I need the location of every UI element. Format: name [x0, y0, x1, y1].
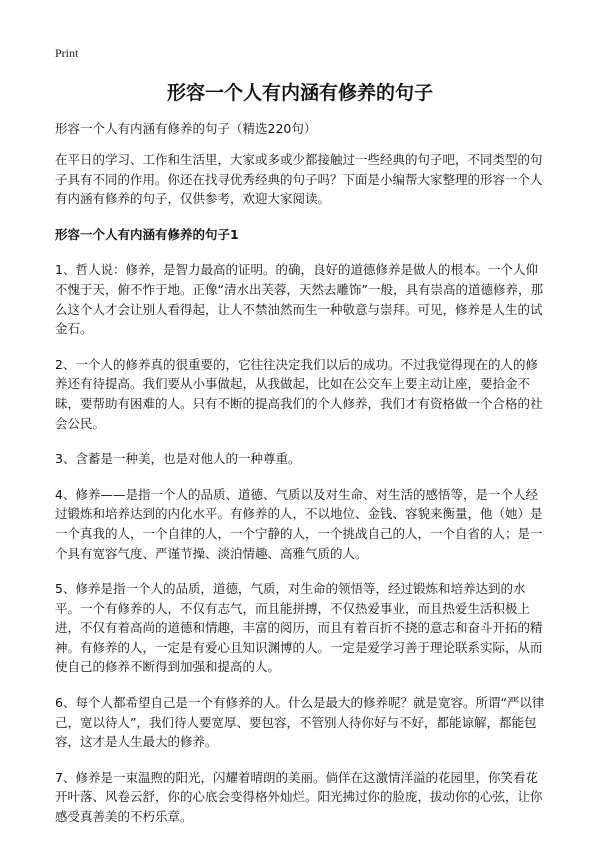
- subtitle: 形容一个人有内涵有修养的句子（精选220句）: [55, 121, 317, 136]
- section-heading: 形容一个人有内涵有修养的句子1: [55, 226, 239, 242]
- paragraph-4: 4、修养——是指一个人的品质、道德、气质以及对生命、对生活的感悟等，是一个人经过锻炼和培养达到的内化水平。有修养的人，不以地位、金钱、容貌来衡量，他（她）是一个真我的人，一个自律的人，一个宁静的人，一个挑战自己的人，一个自省的人；是一个具有宽容气度、严谨节操、淡泊情趣、高雅气质的人。: [55, 486, 543, 561]
- page-title: 形容一个人有内涵有修养的句子: [166, 82, 433, 104]
- paragraph-5: 5、修养是指一个人的品质，道德，气质，对生命的领悟等，经过锻炼和培养达到的水平。一个有修养的人，不仅有志气，而且能拼搏，不仅热爱事业，而且热爱生活积极上进，不仅有着高尚的道德和情趣，丰富的阅历，而且有着百折不挠的意志和奋斗开拓的精神。有修养的人，一定是有爱心且知识渊博的人。一定是爱学习善于理论联系实际，从而使自己的修养不断得到加强和提高的人。: [55, 581, 543, 675]
- paragraph-2: 2、一个人的修养真的很重要的，它往往决定我们以后的成功。不过我觉得现在的人的修养还有待提高。我们要从小事做起，从我做起，比如在公交车上要主动让座，要拾金不昧，要帮助有困难的人。只有不断的提高我们的个人修养，我们才有资格做一个合格的社会公民。: [55, 356, 543, 431]
- article-body: [55, 150, 550, 843]
- paragraph-6: 6、每个人都希望自己是一个有修养的人。什么是最大的修养呢？就是宽容。所谓“严以律己，宽以待人”，我们待人要宽厚、要包容，不管别人待你好与不好，都能谅解，都能包容，这才是人生最大的修养。: [55, 695, 545, 750]
- intro-paragraph: 在平日的学习、工作和生活里，大家或多或少都接触过一些经典的句子吧，不同类型的句子具有不同的作用。你还在找寻优秀经典的句子吗？下面是小编帮大家整理的形容一个人有内涵有修养的句子，仅供参考，欢迎大家阅读。: [55, 152, 543, 207]
- paragraph-1: 1、哲人说：修养，是智力最高的证明。的确，良好的道德修养是做人的根本。一个人仰不愧于天，俯不怍于地。正像“清水出芙蓉，天然去雕饰”一般，具有崇高的道德修养，那么这个人才会让别人看得起，让人不禁油然而生一种敬意与崇拜。可见，修养是人生的试金石。: [55, 262, 543, 337]
- paragraph-7: 7、修养是一束温煦的阳光，闪耀着晴朗的美丽。倘佯在这激情洋溢的花园里，你笑看花开叶落、风卷云舒，你的心底会变得格外灿烂。阳光拂过你的脸庞，拔动你的心弦，让你感受真善美的不朽乐章。: [55, 769, 543, 825]
- print-link[interactable]: Print: [55, 46, 79, 60]
- paragraph-3: 3、含蓄是一种美，也是对他人的一种尊重。: [55, 451, 301, 467]
